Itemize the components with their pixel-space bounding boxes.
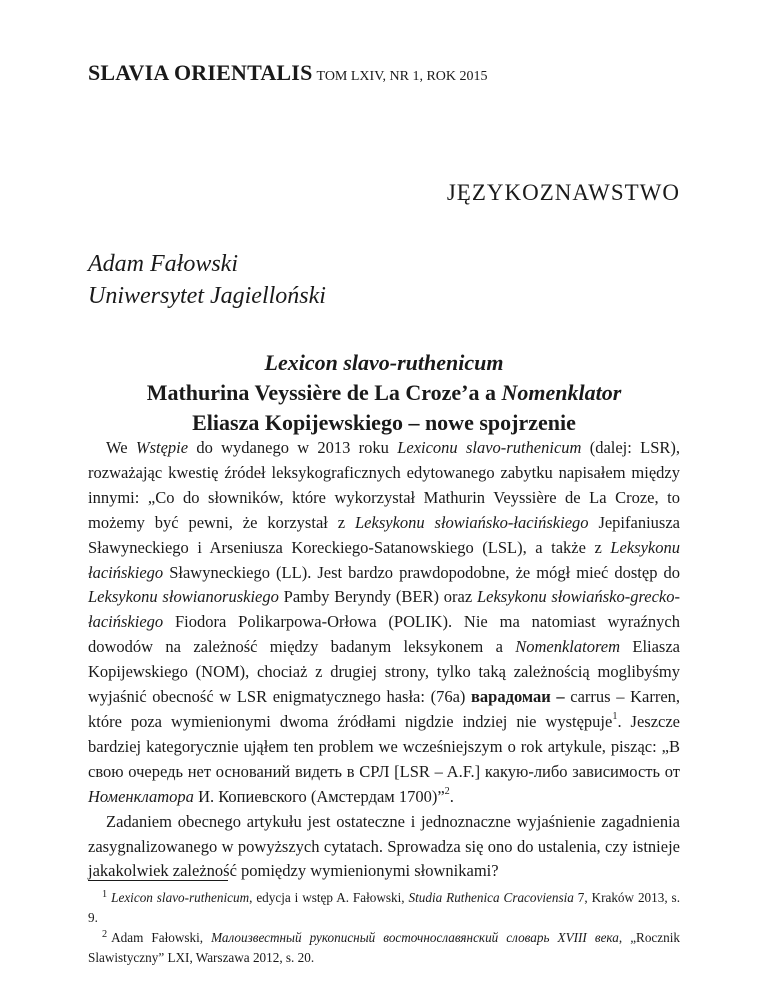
body-paragraph-2: Zadaniem obecnego artykułu jest ostateczne i jednoznaczne wyjaśnienie zagadnienia zasygnalizowanego w powyższych cytatach. Sprowadza się ono do ustalenia, czy istnieje jakakolwiek zależność pomiędzy wymienionymi słownikami? xyxy=(88,811,680,881)
footnote-2: $^2$ Adam Fałowski, Малоизвестный рукописный восточнославянский словарь XVIII века, „Rocznik Slawistyczny” LXI, Warszawa 2012, s. 20. xyxy=(88,928,680,965)
author-affiliation: Uniwersytet Jagielloński xyxy=(88,283,326,309)
entry-headword: варадомаи – xyxy=(471,687,565,707)
article-title xyxy=(88,348,680,438)
author-name: Adam Fałowski xyxy=(88,251,238,277)
title-line-1 xyxy=(88,348,680,378)
journal-name: SLAVIA ORIENTALIS xyxy=(88,60,313,85)
article-body xyxy=(88,436,680,884)
title-line-2: Mathurina Veyssière de La Croze’a a Nomenklator xyxy=(146,380,622,405)
journal-header xyxy=(88,60,488,86)
footnote-ref-1[interactable]: 1 xyxy=(612,711,618,723)
title-line-3: Eliasza Kopijewskiego – nowe spojrzenie xyxy=(192,410,576,435)
body-paragraph-1: We Wstępie do wydanego w 2013 roku Lexiconu slavo-ruthenicum (dalej: LSR), rozważając kwestię źródeł leksykograficznych edytowanego zabytku napisałem między innymi: „Co do słowników, które wykorzystał Mathurin Veyssière de La Croze, to możemy być pewni, że korzystał z Leksykonu słowiańsko-łacińskiego Jepifaniusza Sławyneckiego i Arseniusza Koreckiego-Satanowskiego (LSL), a także z Leksykonu łacińskiego Sławyneckiego (LL). Jest bardzo prawdopodobne, że mógł mieć dostęp do Leksykonu słowianoruskiego Pamby Beryndy (BER) oraz Leksykonu słowiańsko-grecko-łacińskiego Fiodora Polikarpowa-Orłowa (POLIK). Nie ma natomiast wyraźnych dowodów na zależność między badanym leksykonem a Nomenklatorem Eliasza Kopijewskiego (NOM), chociaż z drugiej strony, tylko taką zależnością moglibyśmy wyjaśnić obecność w LSR enigmatycznego hasła: (76a) варадомаи – carrus – Karren, które poza wymienionymi dwoma źródłami nigdzie indziej nie występuje$^1$. Jeszcze bardziej kategorycznie ująłem ten problem we wcześniejszym o rok artykule, pisząc: „В свою очередь нет оснований видеть в СРЛ [LSR – A.F.] какую-либо зависимость от Номенклатора И. Копиевского (Амстердам 1700)”$^2$. xyxy=(88,438,681,806)
author-block xyxy=(88,248,326,312)
footnote-number-2: 2 xyxy=(102,928,108,940)
footnote-number-1: 1 xyxy=(102,888,108,900)
title-italic-nomenklator: Nomenklator xyxy=(501,380,622,405)
footnote-divider xyxy=(88,880,228,881)
footnote-ref-2[interactable]: 2 xyxy=(444,786,450,798)
footnotes xyxy=(88,888,680,968)
section-title: JĘZYKOZNAWSTWO xyxy=(446,180,680,205)
journal-issue: TOM LXIV, NR 1, ROK 2015 xyxy=(316,69,488,84)
title-italic-lexicon: Lexicon slavo-ruthenicum xyxy=(264,350,504,375)
footnote-1: $^1$ Lexicon slavo-ruthenicum, edycja i wstęp A. Fałowski, Studia Ruthenica Cracoviensia 7, Kraków 2013, s. 9. xyxy=(88,888,680,925)
